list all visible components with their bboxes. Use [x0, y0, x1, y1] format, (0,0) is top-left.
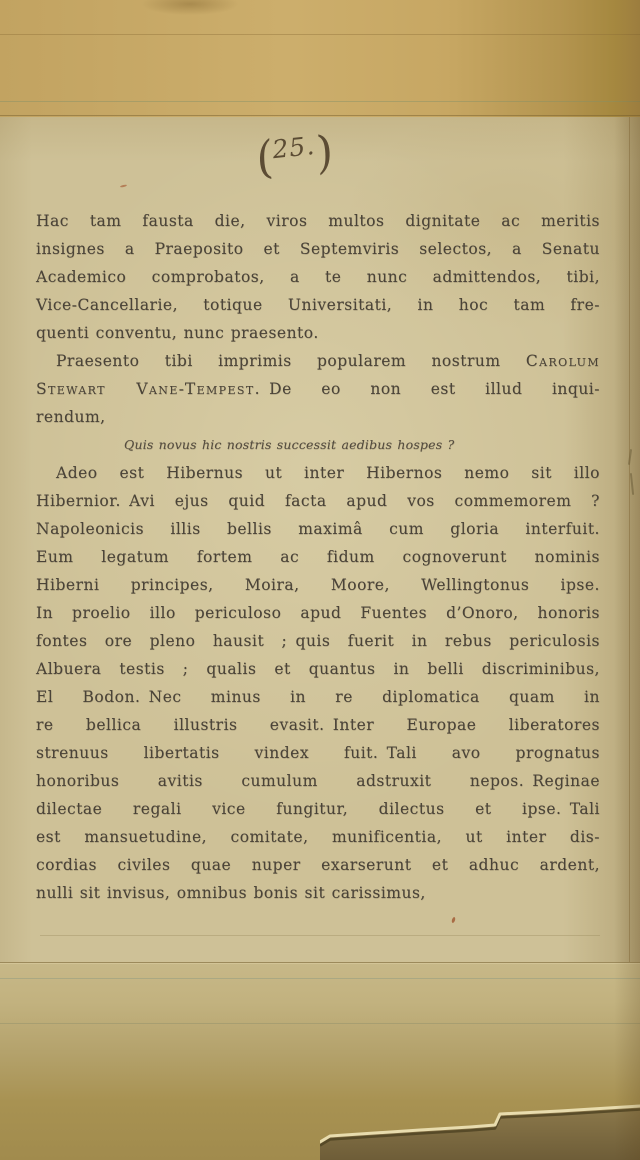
text-segment: Hibernior. Avi ejus quid facta apud vos commemorem ?: [36, 492, 600, 510]
text-line: [36, 851, 600, 879]
text-line: [36, 515, 600, 543]
text-segment: honoribus avitis cumulum adstruxit nepos. Reginae: [36, 772, 600, 790]
torn-page-edge: [320, 1096, 640, 1160]
text-line: [36, 571, 600, 599]
text-segment: fontes ore pleno hausit ; quis fuerit in rebus periculosis: [36, 632, 600, 650]
paper-crease-line: [0, 101, 640, 102]
paper-crease-line: [40, 935, 600, 936]
text-segment: De eo non est illud inqui-: [260, 380, 600, 398]
handwritten-page-number: [250, 125, 339, 186]
text-line: [36, 767, 600, 795]
ruled-line: [0, 978, 640, 979]
page-top-edge-line: [0, 115, 640, 116]
text-segment: Napoleonicis illis bellis maximâ cum gloria interfuit.: [36, 520, 600, 538]
paper-crease-line: [0, 34, 640, 35]
ruled-line: [0, 1023, 640, 1024]
text-segment: Eum legatum fortem ac fidum cognoverunt nominis: [36, 548, 600, 566]
text-segment: dilectae regali vice fungitur, dilectus et ipse. Tali: [36, 800, 600, 818]
right-edge-shadow: [614, 0, 640, 1160]
text-segment: Academico comprobatos, a te nunc admittendos, tibi,: [36, 268, 600, 286]
text-line: [36, 263, 600, 291]
text-line: [36, 711, 600, 739]
text-line: [36, 235, 600, 263]
underlying-page-top: [0, 0, 640, 117]
text-line: [36, 599, 600, 627]
text-line: [36, 291, 600, 319]
text-block: [36, 207, 600, 907]
text-line: [36, 543, 600, 571]
text-line: [36, 375, 600, 403]
small-caps-name: Carolum: [525, 352, 600, 370]
text-segment: insignes a Praeposito et Septemviris selectos, a Senatu: [36, 240, 600, 258]
text-line: [36, 627, 600, 655]
text-segment: In proelio illo periculoso apud Fuentes d’Onoro, honoris: [36, 604, 600, 622]
small-caps-name: Stewart Vane-Tempest.: [36, 380, 261, 398]
text-segment: Hac tam fausta die, viros multos dignitate ac meritis: [36, 212, 600, 230]
text-line: [36, 683, 600, 711]
latin-quote-line: Quis novus hic nostris successit aedibus hospes ?: [124, 437, 455, 452]
paragraph-presentation: [36, 207, 600, 347]
text-segment: re bellica illustris evasit. Inter Europae liberatores: [36, 716, 600, 734]
text-line: [36, 207, 600, 235]
paper-speck: [120, 184, 127, 188]
text-line: [36, 795, 600, 823]
text-line: [36, 347, 600, 375]
text-segment: cordias civiles quae nuper exarserunt et adhuc ardent,: [36, 856, 600, 874]
text-segment: rendum,: [36, 408, 106, 426]
text-line: [36, 655, 600, 683]
text-line: [36, 739, 600, 767]
paragraph-adeo: [36, 459, 600, 907]
text-segment: Albuera testis ; qualis et quantus in belli discriminibus,: [36, 660, 600, 678]
text-segment: El Bodon. Nec minus in re diplomatica quam in: [36, 688, 600, 706]
text-segment: Vice-Cancellarie, totique Universitati, in hoc tam fre-: [36, 296, 600, 314]
handwritten-paren-close: ): [309, 125, 339, 180]
text-line: [36, 879, 600, 907]
paper-speck: [451, 917, 456, 924]
text-segment: nulli sit invisus, omnibus bonis sit carissimus,: [36, 884, 426, 902]
handwritten-paren-open: (: [250, 131, 280, 186]
text-segment: Hiberni principes, Moira, Moore, Wellingtonus ipse.: [36, 576, 600, 594]
highlight-line: [0, 963, 640, 964]
text-segment: Adeo est Hibernus ut inter Hibernos nemo sit illo: [56, 464, 600, 482]
text-segment: Praesento tibi imprimis popularem nostrum: [56, 352, 526, 370]
text-line: [36, 823, 600, 851]
text-segment: quenti conventu, nunc praesento.: [36, 324, 319, 342]
text-line: [36, 319, 600, 347]
text-segment: strenuus libertatis vindex fuit. Tali avo prognatus: [36, 744, 600, 762]
text-line: [36, 403, 600, 431]
text-segment: est mansuetudine, comitate, munificentia, ut inter dis-: [36, 828, 600, 846]
document-page: [0, 117, 640, 962]
text-line: [36, 487, 600, 515]
paragraph-praesento: [36, 347, 600, 431]
underlying-pages-bottom: [0, 962, 640, 1160]
handwritten-number-text: 25.: [270, 130, 317, 165]
text-line: [36, 459, 600, 487]
